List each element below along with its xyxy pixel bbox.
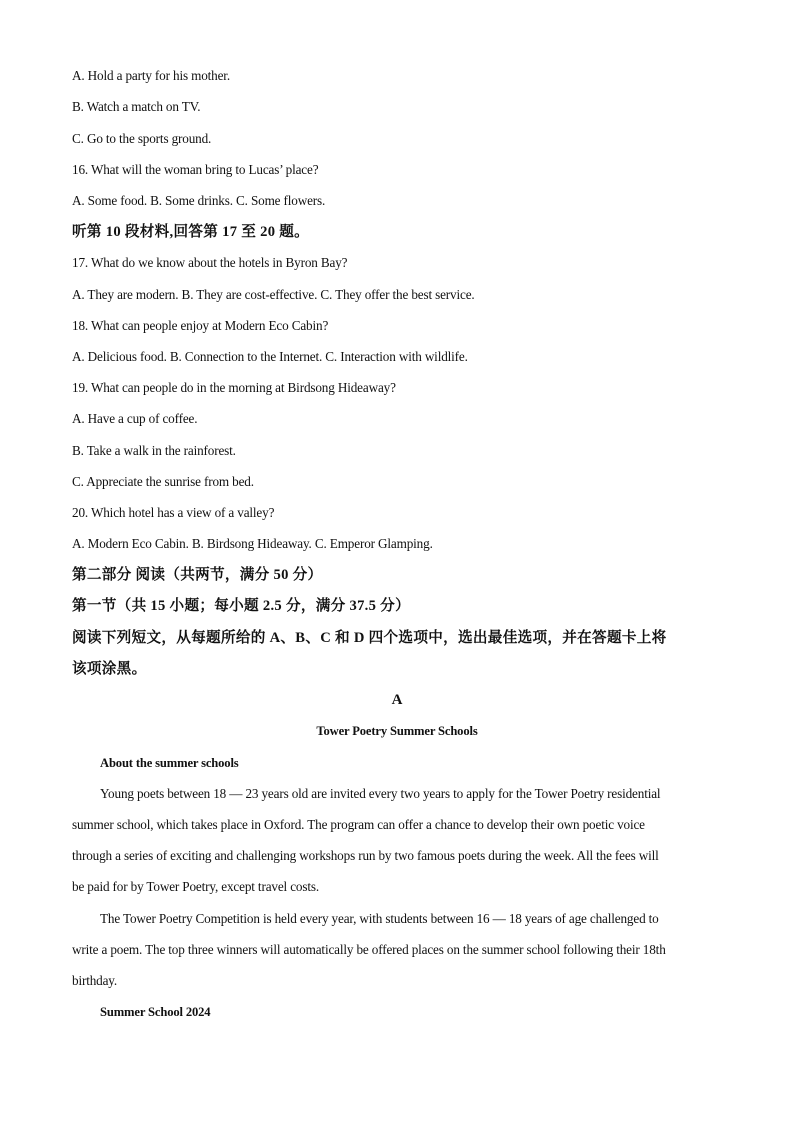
question-16: 16. What will the woman bring to Lucas’ place? bbox=[72, 162, 319, 177]
passage-title: Tower Poetry Summer Schools bbox=[316, 724, 478, 738]
reading-instruction-line2: 该项涂黑。 bbox=[72, 661, 147, 677]
options-18: A. Delicious food. B. Connection to the Internet. C. Interaction with wildlife. bbox=[72, 349, 468, 364]
options-17: A. They are modern. B. They are cost-effective. C. They offer the best service. bbox=[72, 287, 475, 302]
reading-instruction-line1: 阅读下列短文，从每题所给的 A、B、C 和 D 四个选项中，选出最佳选项，并在答题卡上将 bbox=[72, 630, 667, 646]
question-17: 17. What do we know about the hotels in Byron Bay? bbox=[72, 255, 348, 270]
section1-title: 第一节（共 15 小题；每小题 2.5 分，满分 37.5 分） bbox=[72, 598, 410, 614]
paragraph2-line2: write a poem. The top three winners will automatically be offered places on the summer school following their 18th bbox=[72, 942, 666, 957]
question-19: 19. What can people do in the morning at Birdsong Hideaway? bbox=[72, 380, 396, 395]
part2-title: 第二部分 阅读（共两节，满分 50 分） bbox=[72, 567, 323, 583]
option-15a: A. Hold a party for his mother. bbox=[72, 68, 230, 83]
section10-instruction: 听第 10 段材料,回答第 17 至 20 题。 bbox=[72, 224, 310, 240]
option-19b: B. Take a walk in the rainforest. bbox=[72, 443, 236, 458]
options-20: A. Modern Eco Cabin. B. Birdsong Hideaway. C. Emperor Glamping. bbox=[72, 536, 433, 551]
option-19c: C. Appreciate the sunrise from bed. bbox=[72, 474, 254, 489]
question-20: 20. Which hotel has a view of a valley? bbox=[72, 505, 275, 520]
paragraph1-line2: summer school, which takes place in Oxford. The program can offer a chance to develop their own poetic voice bbox=[72, 817, 645, 832]
paragraph2-line1: The Tower Poetry Competition is held every year, with students between 16 — 18 years of age challenged to bbox=[100, 911, 659, 926]
option-15b: B. Watch a match on TV. bbox=[72, 99, 201, 114]
paragraph1-line1: Young poets between 18 — 23 years old are invited every two years to apply for the Tower Poetry residential bbox=[100, 786, 661, 801]
paragraph1-line3: through a series of exciting and challenging workshops run by two famous poets during the week. All the fees will bbox=[72, 848, 659, 863]
option-19a: A. Have a cup of coffee. bbox=[72, 411, 198, 426]
question-18: 18. What can people enjoy at Modern Eco Cabin? bbox=[72, 318, 329, 333]
paragraph1-line4: be paid for by Tower Poetry, except travel costs. bbox=[72, 879, 319, 894]
options-16: A. Some food. B. Some drinks. C. Some flowers. bbox=[72, 193, 326, 208]
subheading-about: About the summer schools bbox=[100, 756, 239, 770]
option-15c: C. Go to the sports ground. bbox=[72, 131, 212, 146]
passage-letter: A bbox=[391, 692, 403, 708]
paragraph2-line3: birthday. bbox=[72, 973, 118, 988]
subheading-summer-2024: Summer School 2024 bbox=[100, 1005, 211, 1019]
